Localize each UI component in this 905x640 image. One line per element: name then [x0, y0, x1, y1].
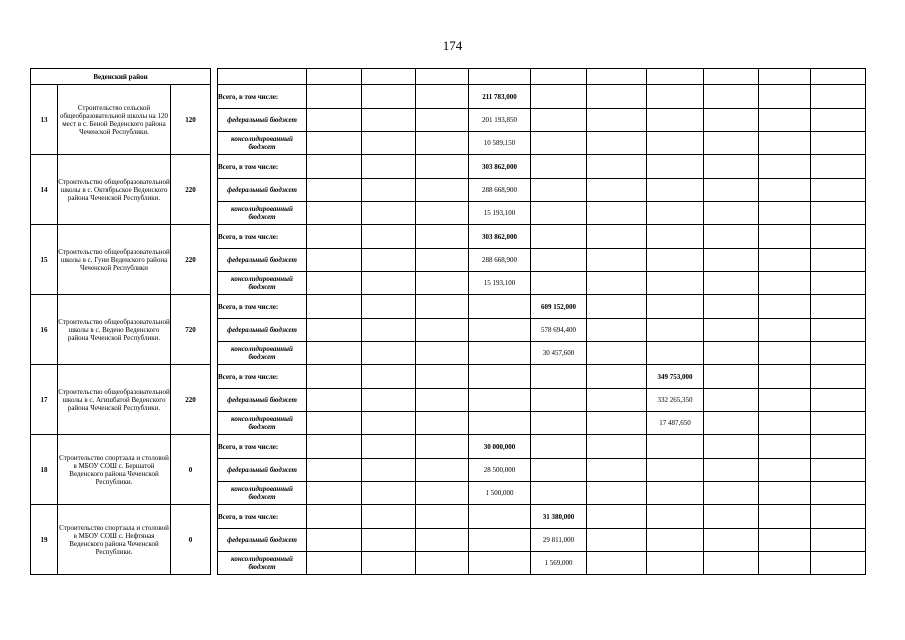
empty-cell: [704, 342, 759, 365]
empty-cell: [531, 389, 587, 412]
budget-label-consolidated: консолидированный бюджет: [218, 552, 307, 575]
empty-cell: [416, 342, 469, 365]
empty-cell: [811, 459, 866, 482]
empty-cell: [647, 552, 704, 575]
empty-cell: [647, 85, 704, 109]
empty-cell: [469, 69, 531, 85]
project-number: 14: [31, 155, 58, 225]
empty-cell: [759, 272, 811, 295]
budget-label-federal: федеральный бюджет: [218, 389, 307, 412]
project-description: Строительство общеобразовательной школы в с. Агишбатой Веденского района Чеченской Республики.: [58, 365, 171, 435]
empty-cell: [416, 295, 469, 319]
empty-cell: [704, 202, 759, 225]
empty-cell: [587, 319, 647, 342]
empty-cell: [416, 529, 469, 552]
empty-cell: [587, 342, 647, 365]
amount-total: 303 862,000: [469, 155, 531, 179]
budget-table: [30, 68, 866, 575]
empty-cell: [811, 155, 866, 179]
gap-cell: [211, 295, 218, 365]
empty-cell: [362, 389, 416, 412]
empty-cell: [704, 132, 759, 155]
empty-cell: [531, 179, 587, 202]
empty-cell: [416, 365, 469, 389]
empty-cell: [469, 319, 531, 342]
budget-label-consolidated: консолидированный бюджет: [218, 412, 307, 435]
empty-cell: [307, 179, 362, 202]
empty-cell: [811, 132, 866, 155]
empty-cell: [759, 505, 811, 529]
budget-label-consolidated: консолидированный бюджет: [218, 272, 307, 295]
empty-cell: [362, 552, 416, 575]
empty-cell: [469, 412, 531, 435]
empty-cell: [704, 459, 759, 482]
budget-label-total: Всего, в том числе:: [218, 505, 307, 529]
gap-cell: [211, 225, 218, 295]
empty-cell: [307, 529, 362, 552]
empty-cell: [307, 85, 362, 109]
project-description: Строительство общеобразовательной школы в с. Ведено Веденского района Чеченской Республики.: [58, 295, 171, 365]
empty-cell: [307, 435, 362, 459]
empty-cell: [587, 225, 647, 249]
empty-cell: [811, 225, 866, 249]
empty-cell: [307, 225, 362, 249]
empty-cell: [531, 272, 587, 295]
empty-cell: [416, 412, 469, 435]
empty-cell: [587, 529, 647, 552]
empty-cell: [759, 389, 811, 412]
project-number: 18: [31, 435, 58, 505]
amount-consolidated: 30 457,600: [531, 342, 587, 365]
project-capacity: 220: [171, 155, 211, 225]
amount-consolidated: 15 193,100: [469, 272, 531, 295]
empty-cell: [587, 155, 647, 179]
budget-label-federal: федеральный бюджет: [218, 529, 307, 552]
budget-label-consolidated: консолидированный бюджет: [218, 342, 307, 365]
empty-cell: [811, 319, 866, 342]
budget-label-federal: федеральный бюджет: [218, 179, 307, 202]
amount-federal: 29 811,000: [531, 529, 587, 552]
empty-cell: [811, 435, 866, 459]
amount-total: 609 152,000: [531, 295, 587, 319]
empty-cell: [811, 389, 866, 412]
empty-cell: [811, 85, 866, 109]
empty-cell: [759, 435, 811, 459]
project-capacity: 0: [171, 435, 211, 505]
empty-cell: [531, 109, 587, 132]
project-capacity: 720: [171, 295, 211, 365]
empty-cell: [587, 109, 647, 132]
empty-cell: [647, 225, 704, 249]
empty-cell: [362, 85, 416, 109]
budget-label-total: Всего, в том числе:: [218, 435, 307, 459]
project-description: Строительство сельской общеобразовательной школы на 120 мест в с. Беной Веденского района Чеченской Республики.: [58, 85, 171, 155]
empty-cell: [759, 459, 811, 482]
amount-consolidated: 1 500,000: [469, 482, 531, 505]
empty-cell: [587, 295, 647, 319]
project-capacity: 120: [171, 85, 211, 155]
empty-cell: [587, 69, 647, 85]
empty-cell: [416, 225, 469, 249]
empty-cell: [704, 249, 759, 272]
project-capacity: 220: [171, 225, 211, 295]
empty-cell: [587, 202, 647, 225]
empty-cell: [587, 552, 647, 575]
empty-cell: [811, 412, 866, 435]
empty-cell: [307, 319, 362, 342]
empty-cell: [811, 505, 866, 529]
empty-cell: [759, 529, 811, 552]
empty-cell: [587, 389, 647, 412]
empty-cell: [811, 249, 866, 272]
empty-cell: [811, 109, 866, 132]
empty-cell: [759, 412, 811, 435]
empty-cell: [704, 319, 759, 342]
budget-label-consolidated: консолидированный бюджет: [218, 132, 307, 155]
empty-cell: [811, 552, 866, 575]
amount-federal: 28 500,000: [469, 459, 531, 482]
empty-cell: [704, 529, 759, 552]
project-description: Строительство спортзала и столовой в МБОУ СОШ с. Бершатой Веденского района Чеченской Республики.: [58, 435, 171, 505]
empty-cell: [416, 505, 469, 529]
project-capacity: 0: [171, 505, 211, 575]
gap-cell: [211, 85, 218, 155]
empty-cell: [587, 132, 647, 155]
empty-cell: [531, 482, 587, 505]
empty-cell: [362, 319, 416, 342]
empty-cell: [362, 109, 416, 132]
empty-cell: [307, 132, 362, 155]
region-row: [31, 69, 866, 85]
empty-cell: [759, 365, 811, 389]
empty-cell: [647, 435, 704, 459]
empty-cell: [531, 412, 587, 435]
project-description: Строительство общеобразовательной школы в с. Октябрьское Веденского района Чеченской Республики.: [58, 155, 171, 225]
amount-total: 349 753,000: [647, 365, 704, 389]
empty-cell: [704, 365, 759, 389]
empty-cell: [811, 69, 866, 85]
empty-cell: [587, 85, 647, 109]
empty-cell: [416, 249, 469, 272]
empty-cell: [307, 482, 362, 505]
amount-consolidated: 1 569,000: [531, 552, 587, 575]
empty-cell: [307, 342, 362, 365]
empty-cell: [759, 249, 811, 272]
empty-cell: [704, 69, 759, 85]
empty-cell: [811, 342, 866, 365]
budget-label-total: Всего, в том числе:: [218, 155, 307, 179]
amount-consolidated: 15 193,100: [469, 202, 531, 225]
empty-cell: [362, 225, 416, 249]
empty-cell: [362, 412, 416, 435]
empty-cell: [704, 389, 759, 412]
empty-cell: [469, 342, 531, 365]
amount-total: 211 783,000: [469, 85, 531, 109]
empty-cell: [759, 482, 811, 505]
empty-cell: [587, 179, 647, 202]
empty-cell: [416, 389, 469, 412]
empty-cell: [647, 69, 704, 85]
empty-cell: [362, 155, 416, 179]
empty-cell: [587, 249, 647, 272]
empty-cell: [362, 435, 416, 459]
gap-cell: [211, 365, 218, 435]
project-row-total: [31, 225, 866, 249]
amount-federal: 288 668,900: [469, 249, 531, 272]
gap-cell: [211, 505, 218, 575]
empty-cell: [759, 552, 811, 575]
empty-cell: [647, 482, 704, 505]
empty-cell: [704, 179, 759, 202]
gap-cell: [211, 69, 218, 85]
project-row-total: [31, 295, 866, 319]
empty-cell: [416, 552, 469, 575]
budget-label-federal: федеральный бюджет: [218, 249, 307, 272]
empty-cell: [759, 225, 811, 249]
amount-consolidated: 17 487,650: [647, 412, 704, 435]
amount-federal: 288 668,900: [469, 179, 531, 202]
empty-cell: [704, 295, 759, 319]
empty-cell: [704, 552, 759, 575]
empty-cell: [362, 365, 416, 389]
empty-cell: [647, 109, 704, 132]
empty-cell: [307, 365, 362, 389]
empty-cell: [416, 459, 469, 482]
region-title: Веденский район: [31, 69, 211, 85]
empty-cell: [811, 272, 866, 295]
empty-cell: [759, 132, 811, 155]
amount-federal: 201 193,850: [469, 109, 531, 132]
empty-cell: [759, 342, 811, 365]
project-description: Строительство спортзала и столовой в МБОУ СОШ с. Нефтяная Веденского района Чеченской Республики.: [58, 505, 171, 575]
empty-cell: [362, 295, 416, 319]
empty-cell: [307, 505, 362, 529]
project-row-total: [31, 505, 866, 529]
budget-label-total: Всего, в том числе:: [218, 85, 307, 109]
empty-cell: [362, 132, 416, 155]
empty-cell: [416, 179, 469, 202]
empty-cell: [416, 155, 469, 179]
empty-cell: [704, 272, 759, 295]
empty-cell: [759, 155, 811, 179]
empty-cell: [531, 202, 587, 225]
empty-cell: [704, 412, 759, 435]
empty-cell: [759, 69, 811, 85]
empty-cell: [362, 179, 416, 202]
empty-cell: [362, 505, 416, 529]
empty-cell: [647, 459, 704, 482]
empty-cell: [647, 272, 704, 295]
empty-cell: [531, 132, 587, 155]
empty-cell: [587, 412, 647, 435]
amount-federal: 578 694,400: [531, 319, 587, 342]
empty-cell: [704, 505, 759, 529]
empty-cell: [704, 225, 759, 249]
amount-federal: 332 265,350: [647, 389, 704, 412]
empty-cell: [759, 319, 811, 342]
budget-label-federal: федеральный бюджет: [218, 319, 307, 342]
empty-cell: [704, 435, 759, 459]
empty-cell: [307, 412, 362, 435]
empty-cell: [704, 85, 759, 109]
empty-cell: [531, 155, 587, 179]
empty-cell: [362, 69, 416, 85]
budget-label-federal: федеральный бюджет: [218, 459, 307, 482]
amount-consolidated: 10 589,150: [469, 132, 531, 155]
empty-cell: [307, 155, 362, 179]
empty-cell: [647, 342, 704, 365]
empty-cell: [587, 482, 647, 505]
empty-cell: [704, 109, 759, 132]
empty-cell: [647, 179, 704, 202]
empty-cell: [362, 249, 416, 272]
empty-cell: [469, 552, 531, 575]
empty-cell: [704, 155, 759, 179]
empty-cell: [647, 202, 704, 225]
empty-cell: [811, 295, 866, 319]
empty-cell: [531, 459, 587, 482]
empty-cell: [587, 272, 647, 295]
empty-cell: [587, 435, 647, 459]
amount-total: 303 862,000: [469, 225, 531, 249]
empty-cell: [362, 482, 416, 505]
empty-cell: [307, 552, 362, 575]
empty-cell: [811, 529, 866, 552]
empty-cell: [759, 202, 811, 225]
empty-cell: [362, 529, 416, 552]
empty-cell: [647, 319, 704, 342]
budget-label-consolidated: консолидированный бюджет: [218, 482, 307, 505]
empty-cell: [307, 69, 362, 85]
empty-cell: [469, 529, 531, 552]
project-row-total: [31, 365, 866, 389]
empty-cell: [416, 109, 469, 132]
empty-cell: [587, 365, 647, 389]
empty-cell: [416, 272, 469, 295]
empty-cell: [416, 435, 469, 459]
empty-cell: [811, 482, 866, 505]
project-capacity: 220: [171, 365, 211, 435]
page-number: 174: [442, 38, 463, 53]
empty-cell: [531, 249, 587, 272]
empty-cell: [362, 459, 416, 482]
empty-cell: [416, 132, 469, 155]
budget-label-consolidated: консолидированный бюджет: [218, 202, 307, 225]
empty-cell: [647, 295, 704, 319]
empty-cell: [307, 389, 362, 412]
empty-cell: [587, 459, 647, 482]
empty-cell: [531, 365, 587, 389]
project-number: 19: [31, 505, 58, 575]
empty-cell: [416, 202, 469, 225]
project-number: 17: [31, 365, 58, 435]
empty-cell: [811, 202, 866, 225]
empty-cell: [704, 482, 759, 505]
empty-cell: [307, 272, 362, 295]
empty-cell: [307, 459, 362, 482]
empty-cell: [811, 365, 866, 389]
empty-cell: [307, 249, 362, 272]
amount-total: 30 000,000: [469, 435, 531, 459]
project-description: Строительство общеобразовательной школы в с. Гуни Веденского района Чеченской Республики: [58, 225, 171, 295]
empty-cell: [469, 295, 531, 319]
project-row-total: [31, 435, 866, 459]
empty-cell: [531, 225, 587, 249]
empty-cell: [811, 179, 866, 202]
empty-cell: [218, 69, 307, 85]
budget-label-federal: федеральный бюджет: [218, 109, 307, 132]
empty-cell: [531, 69, 587, 85]
empty-cell: [469, 365, 531, 389]
empty-cell: [759, 85, 811, 109]
gap-cell: [211, 435, 218, 505]
budget-label-total: Всего, в том числе:: [218, 225, 307, 249]
empty-cell: [647, 249, 704, 272]
empty-cell: [362, 202, 416, 225]
empty-cell: [307, 109, 362, 132]
empty-cell: [531, 435, 587, 459]
project-number: 13: [31, 85, 58, 155]
empty-cell: [647, 155, 704, 179]
empty-cell: [469, 505, 531, 529]
empty-cell: [416, 482, 469, 505]
empty-cell: [307, 202, 362, 225]
empty-cell: [416, 319, 469, 342]
empty-cell: [647, 132, 704, 155]
empty-cell: [759, 179, 811, 202]
empty-cell: [362, 272, 416, 295]
empty-cell: [759, 109, 811, 132]
empty-cell: [416, 85, 469, 109]
empty-cell: [362, 342, 416, 365]
budget-label-total: Всего, в том числе:: [218, 365, 307, 389]
project-number: 15: [31, 225, 58, 295]
project-number: 16: [31, 295, 58, 365]
empty-cell: [416, 69, 469, 85]
project-row-total: [31, 155, 866, 179]
empty-cell: [531, 85, 587, 109]
gap-cell: [211, 155, 218, 225]
project-row-total: [31, 85, 866, 109]
empty-cell: [307, 295, 362, 319]
empty-cell: [647, 529, 704, 552]
empty-cell: [647, 505, 704, 529]
budget-label-total: Всего, в том числе:: [218, 295, 307, 319]
empty-cell: [469, 389, 531, 412]
empty-cell: [587, 505, 647, 529]
amount-total: 31 380,000: [531, 505, 587, 529]
empty-cell: [759, 295, 811, 319]
